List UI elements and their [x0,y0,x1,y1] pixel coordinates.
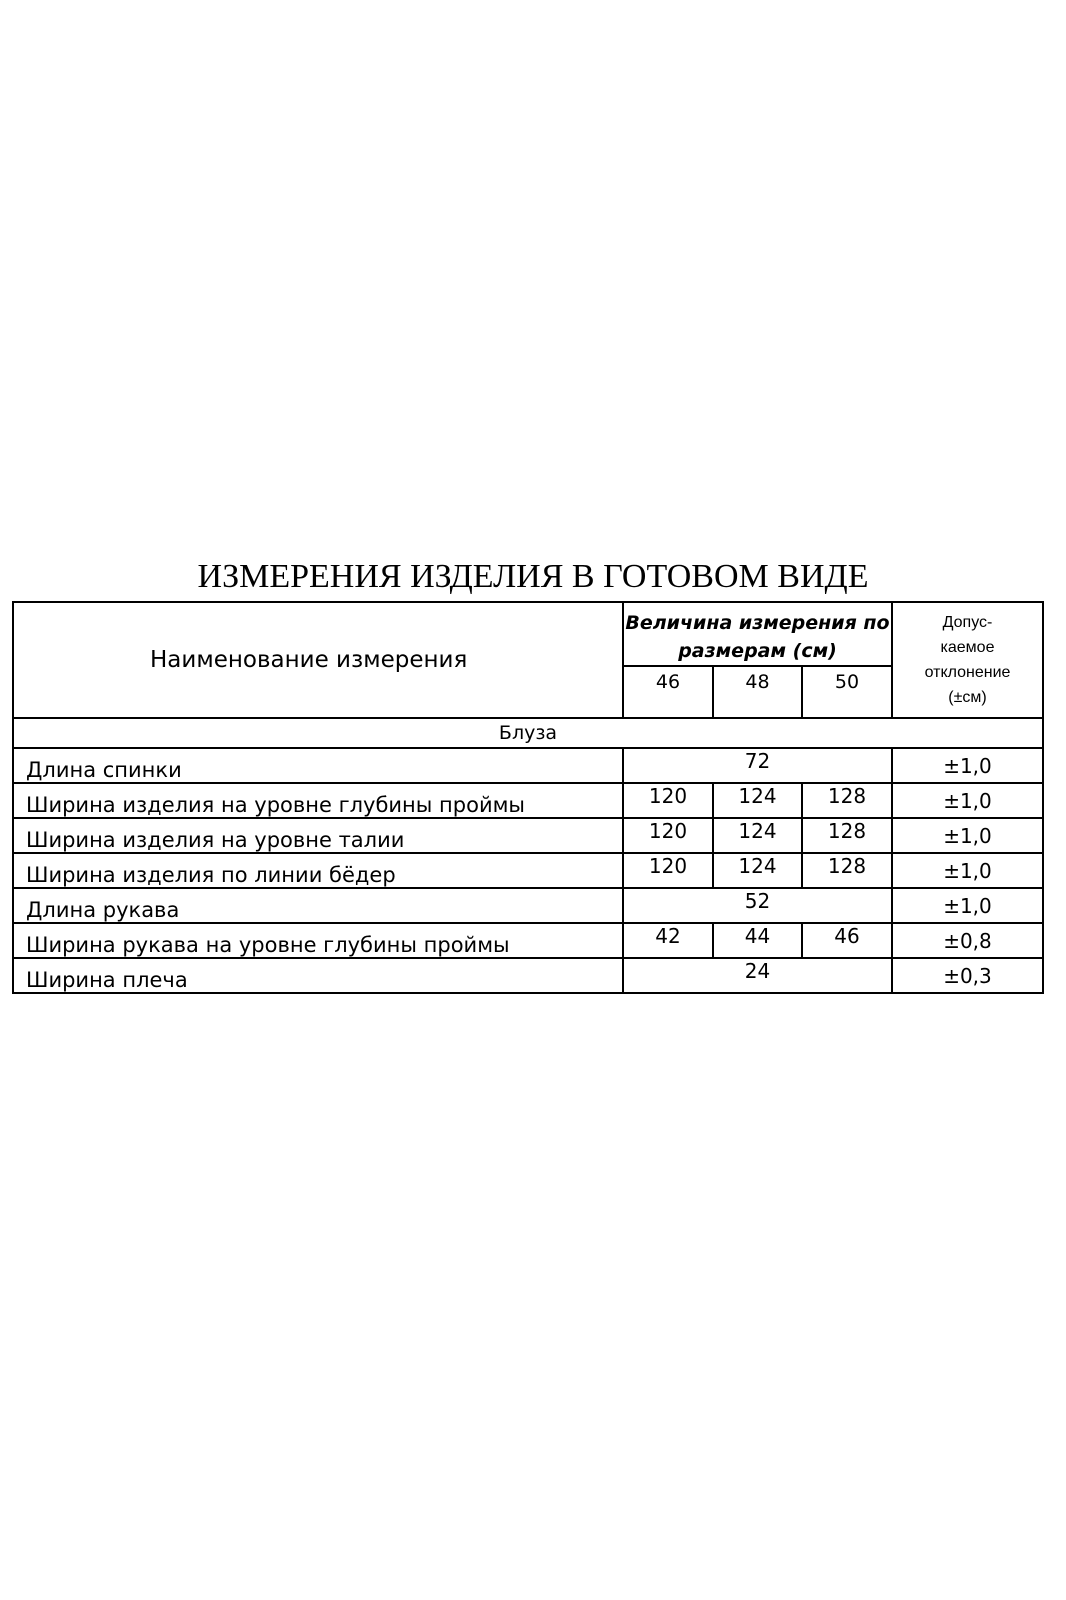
measurement-value-50: 128 [802,853,892,888]
table-row [13,748,1043,783]
table-row [13,783,1043,818]
measurement-tolerance: ±0,8 [892,923,1043,958]
measurement-tolerance: ±1,0 [892,748,1043,783]
size-header-50: 50 [802,666,892,718]
measurement-tolerance: ±1,0 [892,818,1043,853]
measurement-name: Ширина изделия на уровне талии [13,818,623,853]
measurement-name: Ширина изделия по линии бёдер [13,853,623,888]
measurement-value-all-sizes: 52 [623,888,892,923]
size-header-46: 46 [623,666,713,718]
tolerance-header-line: Допус- [942,614,993,631]
measurement-value-48: 124 [713,818,802,853]
measurement-value-46: 42 [623,923,713,958]
header-row-top [13,602,1043,666]
tolerance-header-line: отклонение [924,664,1011,681]
tolerance-header-line: (±см) [948,689,987,706]
measurement-value-48: 124 [713,853,802,888]
measurement-value-46: 120 [623,818,713,853]
measurement-tolerance: ±1,0 [892,888,1043,923]
measurement-value-48: 124 [713,783,802,818]
measurement-value-48: 44 [713,923,802,958]
measurement-tolerance: ±1,0 [892,853,1043,888]
table-row [13,818,1043,853]
sizes-group-header: Величина измерения по размерам (см) [623,602,892,666]
measurement-value-46: 120 [623,783,713,818]
measurements-table [12,601,1044,994]
measurement-value-all-sizes: 24 [623,958,892,993]
size-header-48: 48 [713,666,802,718]
section-row [13,718,1043,748]
name-column-header: Наименование измерения [13,602,623,718]
measurement-value-46: 120 [623,853,713,888]
table-row [13,958,1043,993]
table-row [13,923,1043,958]
measurement-value-50: 128 [802,818,892,853]
section-label: Блуза [13,718,1043,748]
measurement-tolerance: ±0,3 [892,958,1043,993]
measurement-name: Длина спинки [13,748,623,783]
measurement-tolerance: ±1,0 [892,783,1043,818]
measurement-value-all-sizes: 72 [623,748,892,783]
tolerance-header-line: каемое [940,639,995,656]
measurement-value-50: 128 [802,783,892,818]
measurement-value-50: 46 [802,923,892,958]
measurement-name: Ширина изделия на уровне глубины проймы [13,783,623,818]
document-title: ИЗМЕРЕНИЯ ИЗДЕЛИЯ В ГОТОВОМ ВИДЕ [197,558,869,595]
measurement-name: Ширина рукава на уровне глубины проймы [13,923,623,958]
table-row [13,888,1043,923]
table-row [13,853,1043,888]
measurement-name: Длина рукава [13,888,623,923]
tolerance-column-header [892,602,1043,718]
measurement-name: Ширина плеча [13,958,623,993]
